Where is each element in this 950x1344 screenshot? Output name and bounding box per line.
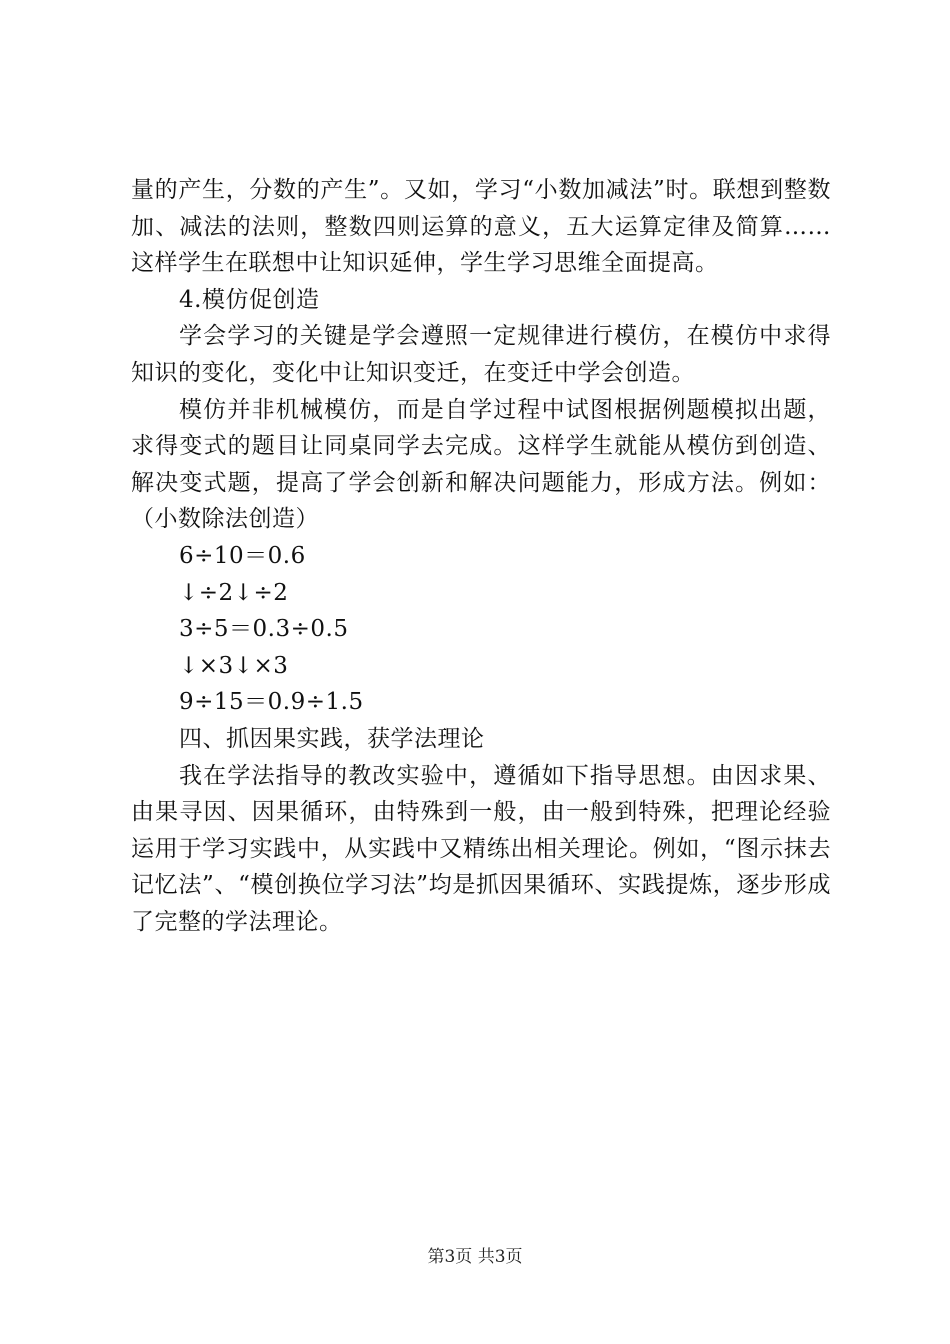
page-footer: 第3页 共3页 bbox=[427, 1247, 523, 1267]
section-heading-causality: 四、抓因果实践，获学法理论 bbox=[179, 725, 485, 752]
equation-line-2: 3÷5＝0.3÷0.5 bbox=[179, 616, 349, 643]
equation-arrow-line-2: ↓×3↓×3 bbox=[179, 652, 289, 679]
paragraph-imitation-not-mechanical: 模仿并非机械模仿，而是自学过程中试图根据例题模拟出题，求得变式的题目让同桌同学去完成。这样学生就能从模仿到创造、解决变式题，提高了学会创新和解决问题能力，形成方法。例如：（小数除法创造） bbox=[131, 396, 831, 533]
paragraph-continuation: 量的产生，分数的产生”。又如，学习“小数加减法”时。联想到整数加、减法的法则，整数四则运算的意义，五大运算定律及简算……这样学生在联想中让知识延伸，学生学习思维全面提高。 bbox=[131, 177, 831, 277]
equation-line-1: 6÷10＝0.6 bbox=[179, 542, 306, 569]
document-body bbox=[131, 172, 831, 940]
paragraph-causality-practice: 我在学法指导的教改实验中，遵循如下指导思想。由因求果、由果寻因、因果循环，由特殊到一般，由一般到特殊，把理论经验运用于学习实践中，从实践中又精练出相关理论。例如，“图示抹去记忆法”、“模创换位学习法”均是抓因果循环、实践提炼，逐步形成了完整的学法理论。 bbox=[131, 762, 831, 935]
section-heading-imitation: 4.模仿促创造 bbox=[179, 286, 320, 313]
paragraph-imitation-key: 学会学习的关键是学会遵照一定规律进行模仿，在模仿中求得知识的变化，变化中让知识变迁，在变迁中学会创造。 bbox=[131, 323, 831, 386]
equation-line-3: 9÷15＝0.9÷1.5 bbox=[179, 689, 364, 716]
equation-arrow-line-1: ↓÷2↓÷2 bbox=[179, 579, 289, 606]
